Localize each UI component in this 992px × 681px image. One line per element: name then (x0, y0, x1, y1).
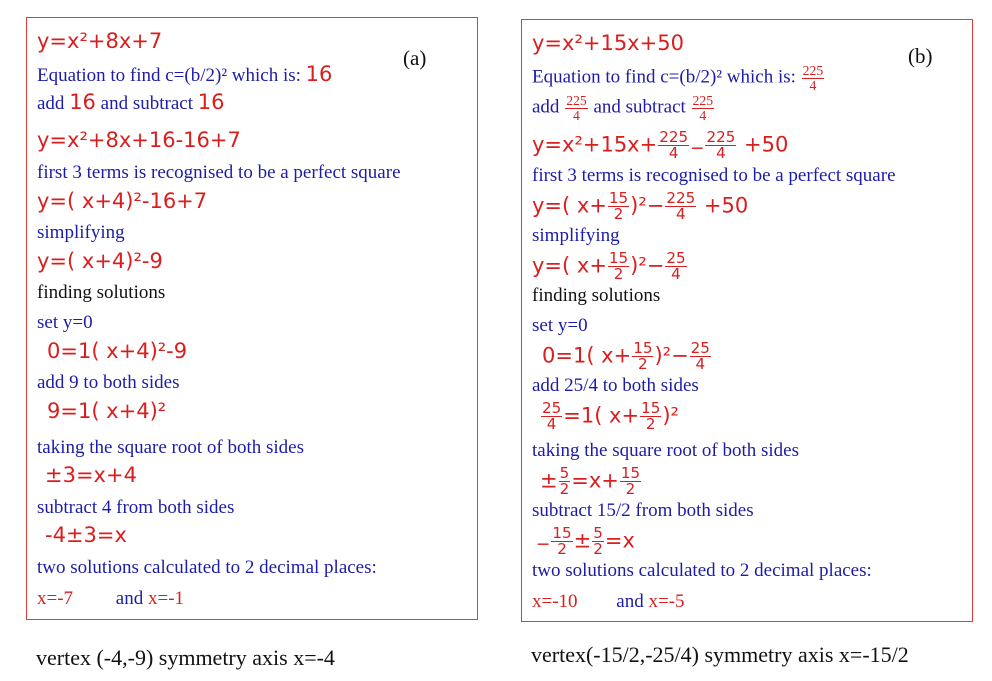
b-eq7-f1-den: 2 (559, 480, 570, 499)
b-equation-7 (540, 466, 642, 497)
b-eq8-frac-1 (551, 526, 572, 557)
b-eq6-tail: )² (662, 403, 679, 428)
b-eq7-mid: =x+ (571, 468, 619, 493)
b-step-text-8: subtract 15/2 from both sides (532, 500, 754, 521)
b-eq8-f2-num: 5 (593, 524, 603, 542)
b-eq3-f2-den: 4 (675, 205, 686, 224)
b-eq8-f2-den: 2 (593, 540, 603, 559)
b-equation-8 (536, 526, 635, 557)
a-solutions-line (37, 589, 184, 608)
b-step-text-1-label: Equation to find c=(b/2)² which is: (532, 66, 796, 88)
a-equation-3: y=( x+4)²-16+7 (37, 189, 208, 213)
b-step-text-6: add 25/4 to both sides (532, 375, 699, 396)
panel-b-box (521, 19, 973, 622)
b-solution-1: x=-10 (532, 591, 578, 612)
b-add-word: add (532, 96, 560, 118)
b-add-den: 4 (573, 107, 580, 123)
b-eq3-f1-num: 15 (608, 189, 629, 207)
a-solution-1: x=-7 (37, 588, 74, 609)
panel-a-label: (a) (403, 46, 427, 70)
b-eq3-frac-1 (608, 191, 629, 222)
a-solution-2: x=-1 (147, 588, 185, 609)
b-eq5-mid: )²− (654, 343, 689, 368)
b-eq2-f1-den: 4 (668, 144, 679, 163)
b-equation-3 (532, 191, 748, 222)
b-equation-2 (532, 130, 788, 161)
b-step-text-5: set y=0 (532, 315, 588, 336)
b-eq3-lead: y=( x+ (532, 193, 607, 218)
b-eq5-f1-num: 15 (633, 339, 653, 357)
a-equation-1: y=x²+8x+7 (37, 29, 163, 53)
b-eq6-mid: =1( x+ (563, 403, 640, 428)
a-add-subtract-line (37, 92, 224, 113)
b-eq4-mid: )²− (630, 253, 665, 278)
a-add-word: add (37, 93, 65, 114)
b-add-fraction (565, 94, 588, 122)
a-step-text-4: finding solutions (37, 282, 166, 303)
b-eq4-frac-2 (665, 251, 686, 282)
b-eq8-f1-num: 15 (552, 524, 572, 542)
b-and-subtract: and subtract (593, 96, 686, 118)
panel-b-label: (b) (908, 44, 933, 68)
b-equation-5 (542, 341, 712, 372)
panel-a-box (26, 17, 478, 620)
a-step-text-6: add 9 to both sides (37, 372, 180, 393)
b-eq4-f2-den: 4 (671, 265, 681, 284)
b-eq7-f2-num: 15 (620, 464, 641, 482)
b-eq3-f1-den: 2 (613, 205, 624, 224)
b-eq4-lead: y=( x+ (532, 253, 607, 278)
a-equation-4: y=( x+4)²-9 (37, 249, 163, 273)
b-eq8-f1-den: 2 (557, 540, 567, 559)
b-eq8-tail: =x (604, 528, 635, 553)
b-c-num: 225 (802, 63, 824, 78)
b-eq6-f1-den: 4 (546, 415, 557, 434)
b-eq5-f2-den: 4 (695, 355, 706, 374)
b-eq6-f2-num: 15 (641, 399, 661, 417)
b-eq2-f2-den: 4 (716, 144, 726, 163)
b-eq6-f1-num: 25 (542, 399, 562, 417)
b-sub-fraction (692, 94, 715, 122)
a-step-text-8: subtract 4 from both sides (37, 497, 235, 518)
b-vertex-caption: vertex(-15/2,-25/4) symmetry axis x=-15/2 (531, 642, 909, 667)
b-add-subtract-line (532, 94, 715, 122)
b-eq7-f1-num: 5 (559, 464, 570, 482)
a-add-value: 16 (69, 90, 96, 114)
b-add-num: 225 (566, 93, 587, 108)
b-step-text-1 (532, 64, 825, 92)
a-solution-and: and (115, 588, 144, 609)
b-eq3-mid: )²− (630, 193, 665, 218)
b-eq4-f1-den: 2 (613, 265, 624, 284)
b-step-text-9: two solutions calculated to 2 decimal places: (532, 560, 872, 581)
b-step-text-3: simplifying (532, 225, 620, 246)
b-eq3-f2-num: 225 (666, 189, 696, 207)
b-eq7-lead: ± (540, 468, 558, 493)
b-eq2-f2-num: 225 (706, 128, 736, 146)
b-eq2-minus: − (690, 138, 705, 159)
b-eq8-pm: ± (573, 528, 592, 553)
a-step-text-1-label: Equation to find c=(b/2)² which is: (37, 65, 301, 86)
b-eq5-f2-num: 25 (690, 339, 710, 357)
b-eq2-frac-2 (705, 130, 736, 161)
a-equation-5: 0=1( x+4)²-9 (47, 339, 188, 363)
a-step-text-9: two solutions calculated to 2 decimal places: (37, 557, 377, 578)
a-equation-6: 9=1( x+4)² (47, 399, 167, 423)
b-eq7-frac-1 (559, 466, 571, 497)
b-eq5-frac-2 (690, 341, 711, 372)
a-equation-7: ±3=x+4 (45, 463, 137, 487)
a-and-subtract: and subtract (100, 93, 193, 114)
b-eq6-f2-den: 2 (645, 415, 656, 434)
b-eq7-f2-den: 2 (625, 480, 636, 499)
b-eq8-lead: − (536, 534, 551, 555)
b-equation-4 (532, 251, 688, 282)
a-step-text-7: taking the square root of both sides (37, 437, 305, 458)
b-eq4-f2-num: 25 (666, 249, 686, 267)
b-eq4-f1-num: 15 (608, 249, 629, 267)
b-eq3-frac-2 (665, 191, 696, 222)
b-step-text-7: taking the square root of both sides (532, 440, 800, 461)
b-eq8-frac-2 (592, 526, 604, 557)
b-c-fraction (802, 64, 825, 92)
a-c-value: 16 (305, 62, 333, 86)
a-sub-value: 16 (197, 90, 225, 114)
b-c-den: 4 (809, 77, 817, 93)
b-solution-and: and (616, 591, 644, 612)
a-step-text-5: set y=0 (37, 312, 93, 333)
b-eq5-lead: 0=1( x+ (542, 343, 632, 368)
b-solution-2: x=-5 (648, 591, 685, 612)
a-equation-2: y=x²+8x+16-16+7 (37, 128, 241, 152)
b-equation-1: y=x²+15x+50 (532, 31, 684, 55)
b-solutions-line (532, 592, 685, 611)
b-eq5-f1-den: 2 (638, 355, 648, 374)
b-eq4-frac-1 (608, 251, 629, 282)
b-eq2-f1-num: 225 (659, 128, 689, 146)
b-eq2-lead: y=x²+15x+ (532, 132, 658, 157)
a-equation-8: -4±3=x (45, 523, 127, 547)
a-vertex-caption: vertex (-4,-9) symmetry axis x=-4 (36, 645, 335, 670)
b-eq3-tail: +50 (703, 193, 749, 218)
b-equation-6 (540, 401, 679, 432)
b-step-text-2: first 3 terms is recognised to be a perfect square (532, 165, 896, 186)
b-sub-den: 4 (699, 107, 707, 123)
b-eq6-frac-1 (541, 401, 562, 432)
b-eq2-tail: +50 (744, 132, 789, 157)
b-eq7-frac-2 (620, 466, 641, 497)
b-sub-num: 225 (692, 93, 714, 108)
b-eq6-frac-2 (640, 401, 661, 432)
a-step-text-1 (37, 64, 332, 85)
b-eq2-frac-1 (658, 130, 689, 161)
b-step-text-4: finding solutions (532, 285, 661, 306)
b-eq5-frac-1 (632, 341, 653, 372)
a-step-text-3: simplifying (37, 222, 125, 243)
a-step-text-2: first 3 terms is recognised to be a perfect square (37, 162, 401, 183)
